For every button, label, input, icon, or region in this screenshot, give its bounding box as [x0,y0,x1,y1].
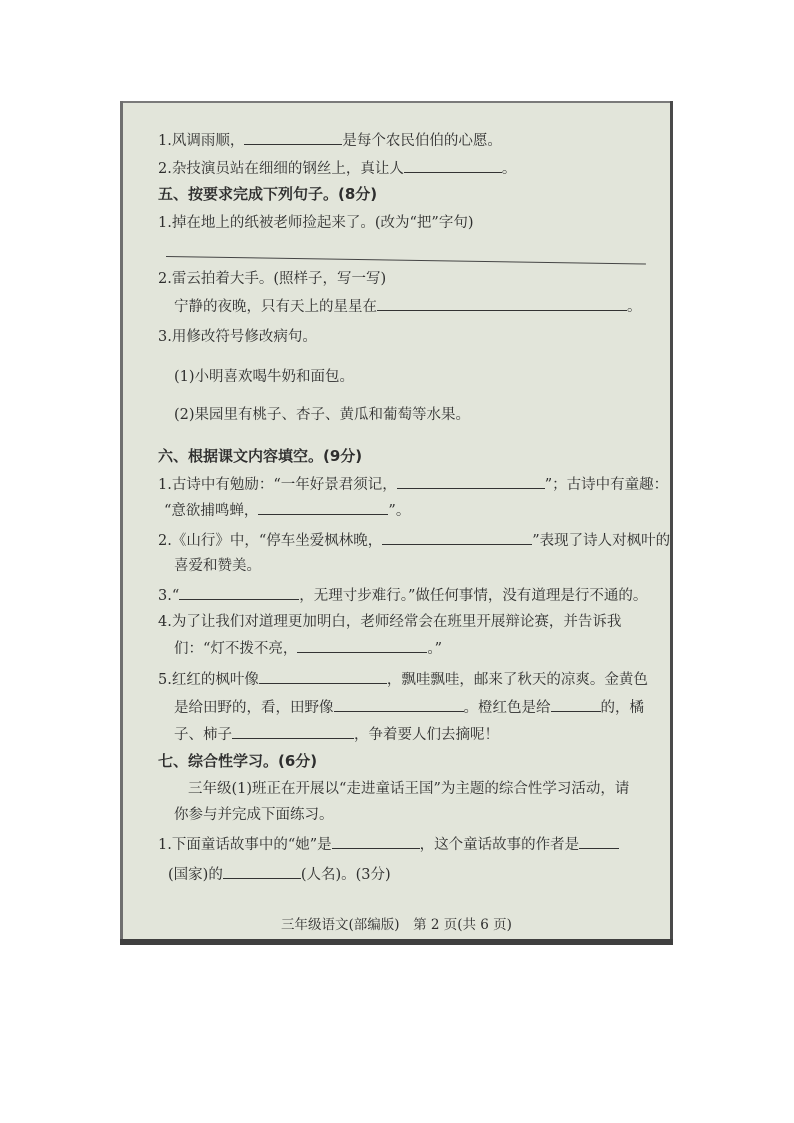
page-shadow-bottom [120,939,673,945]
q4-2-text-b: 。 [501,161,517,177]
s7-q1-text-b: ，这个童话故事的作者是 [419,837,580,853]
s6-question-4: 4.为了让我们对道理更加明白，老师经常会在班里开展辩论赛，并告诉我 [158,614,622,630]
s6-question-2 [158,532,670,550]
answer-blank[interactable] [397,476,545,489]
s6-q2-text-b: ”表现了诗人对枫叶的 [532,533,671,549]
s5-question-1: 1.掉在地上的纸被老师捡起来了。(改为“把”字句) [158,215,474,231]
answer-blank[interactable] [223,866,301,879]
s7-question-1-line-2 [168,866,391,884]
s7-q1-text-a: 1.下面童话故事中的“她”是 [158,837,332,853]
s7-intro-line-2: 你参与并完成下面练习。 [174,807,334,823]
answer-blank[interactable] [404,160,502,173]
s6-q5-text-g: ，争着要人们去摘呢！ [354,727,499,743]
s7-intro-line-1: 三年级(1)班正在开展以“走进童话王国”为主题的综合性学习活动，请 [188,781,630,797]
answer-blank[interactable] [334,699,464,712]
s6-q5-text-b: ，飘哇飘哇，邮来了秋天的凉爽。金黄色 [386,672,648,688]
answer-blank[interactable] [244,132,342,145]
page-footer: 三年级语文(部编版) 第 2 页(共 6 页) [281,917,512,933]
answer-blank[interactable] [258,502,388,515]
section-6-heading: 六、根据课文内容填空。(9分) [158,447,363,465]
s6-q2-text-a: 2.《山行》中，“停车坐爱枫林晚， [158,533,383,549]
section-7-heading: 七、综合性学习。(6分) [158,752,318,770]
s6-question-1-line-2 [164,502,410,520]
answer-blank[interactable] [382,532,532,545]
s7-question-1 [158,836,619,854]
answer-blank[interactable] [297,640,427,653]
answer-blank[interactable] [551,699,601,712]
s6-q4-text-c: 。” [427,641,443,657]
s6-question-5-line-2 [174,699,644,717]
s6-q3-text-a: 3.“ [158,588,180,604]
s6-q5-text-c: 是给田野的，看，田野像 [174,700,334,716]
answer-blank[interactable] [259,671,387,684]
s5-question-3: 3.用修改符号修改病句。 [158,329,317,345]
s5-q2-text-a: 宁静的夜晚，只有天上的星星在 [174,299,377,315]
s7-q1-text-c: (国家)的 [168,867,223,883]
s6-q5-text-e: 的，橘 [600,700,644,716]
s6-question-4-line-2 [174,640,442,658]
question-4-item-2 [158,160,516,178]
s5-question-3-2: (2)果园里有桃子、杏子、黄瓜和葡萄等水果。 [174,407,471,423]
s6-q5-text-d: 。橙红色是给 [463,700,551,716]
s5-q2-text-b: 。 [627,299,642,315]
q4-1-text-a: 1.风调雨顺， [158,133,245,149]
answer-blank[interactable] [179,587,299,600]
section-5-heading: 五、按要求完成下列句子。(8分) [158,185,378,203]
page-shadow-top [120,101,673,103]
s7-q1-text-d: (人名)。(3分) [300,867,391,883]
s6-q5-text-f: 子、柿子 [174,727,232,743]
s6-q4-text-b: 们：“灯不拨不亮， [174,641,298,657]
s6-question-5-line-3 [174,726,499,744]
answer-blank[interactable] [579,836,619,849]
s5-question-2: 2.雷云拍着大手。(照样子，写一写) [158,271,387,287]
s6-q3-text-b: ，无理寸步难行。”做任何事情，没有道理是行不通的。 [299,588,648,604]
s6-q1-text-c: “意欲捕鸣蝉， [164,503,259,519]
q4-2-text-a: 2.杂技演员站在细细的钢丝上，真让人 [158,161,404,177]
answer-blank[interactable] [332,836,420,849]
s6-q1-text-b: ”；古诗中有童趣： [544,477,669,493]
s6-question-2-line-2: 喜爱和赞美。 [174,558,261,574]
s6-q1-text-d: ”。 [388,503,411,519]
photographed-exam-page [120,101,673,945]
s6-question-5 [158,671,648,689]
answer-blank[interactable] [232,726,354,739]
s6-question-1 [158,476,668,494]
s5-q1-answer-line[interactable] [166,256,646,265]
s6-q1-text-a: 1.古诗中有勉励：“一年好景君须记， [158,477,397,493]
q4-1-text-b: 是每个农民伯伯的心愿。 [342,133,502,149]
answer-blank[interactable] [377,298,627,311]
s6-q5-text-a: 5.红红的枫叶像 [158,672,259,688]
s5-question-2-sentence [174,298,642,316]
s5-question-3-1: (1)小明喜欢喝牛奶和面包。 [174,369,355,385]
page-shadow-right [670,101,673,945]
s6-question-3 [158,587,647,605]
page-shadow-left [120,101,123,945]
question-4-item-1 [158,132,502,150]
